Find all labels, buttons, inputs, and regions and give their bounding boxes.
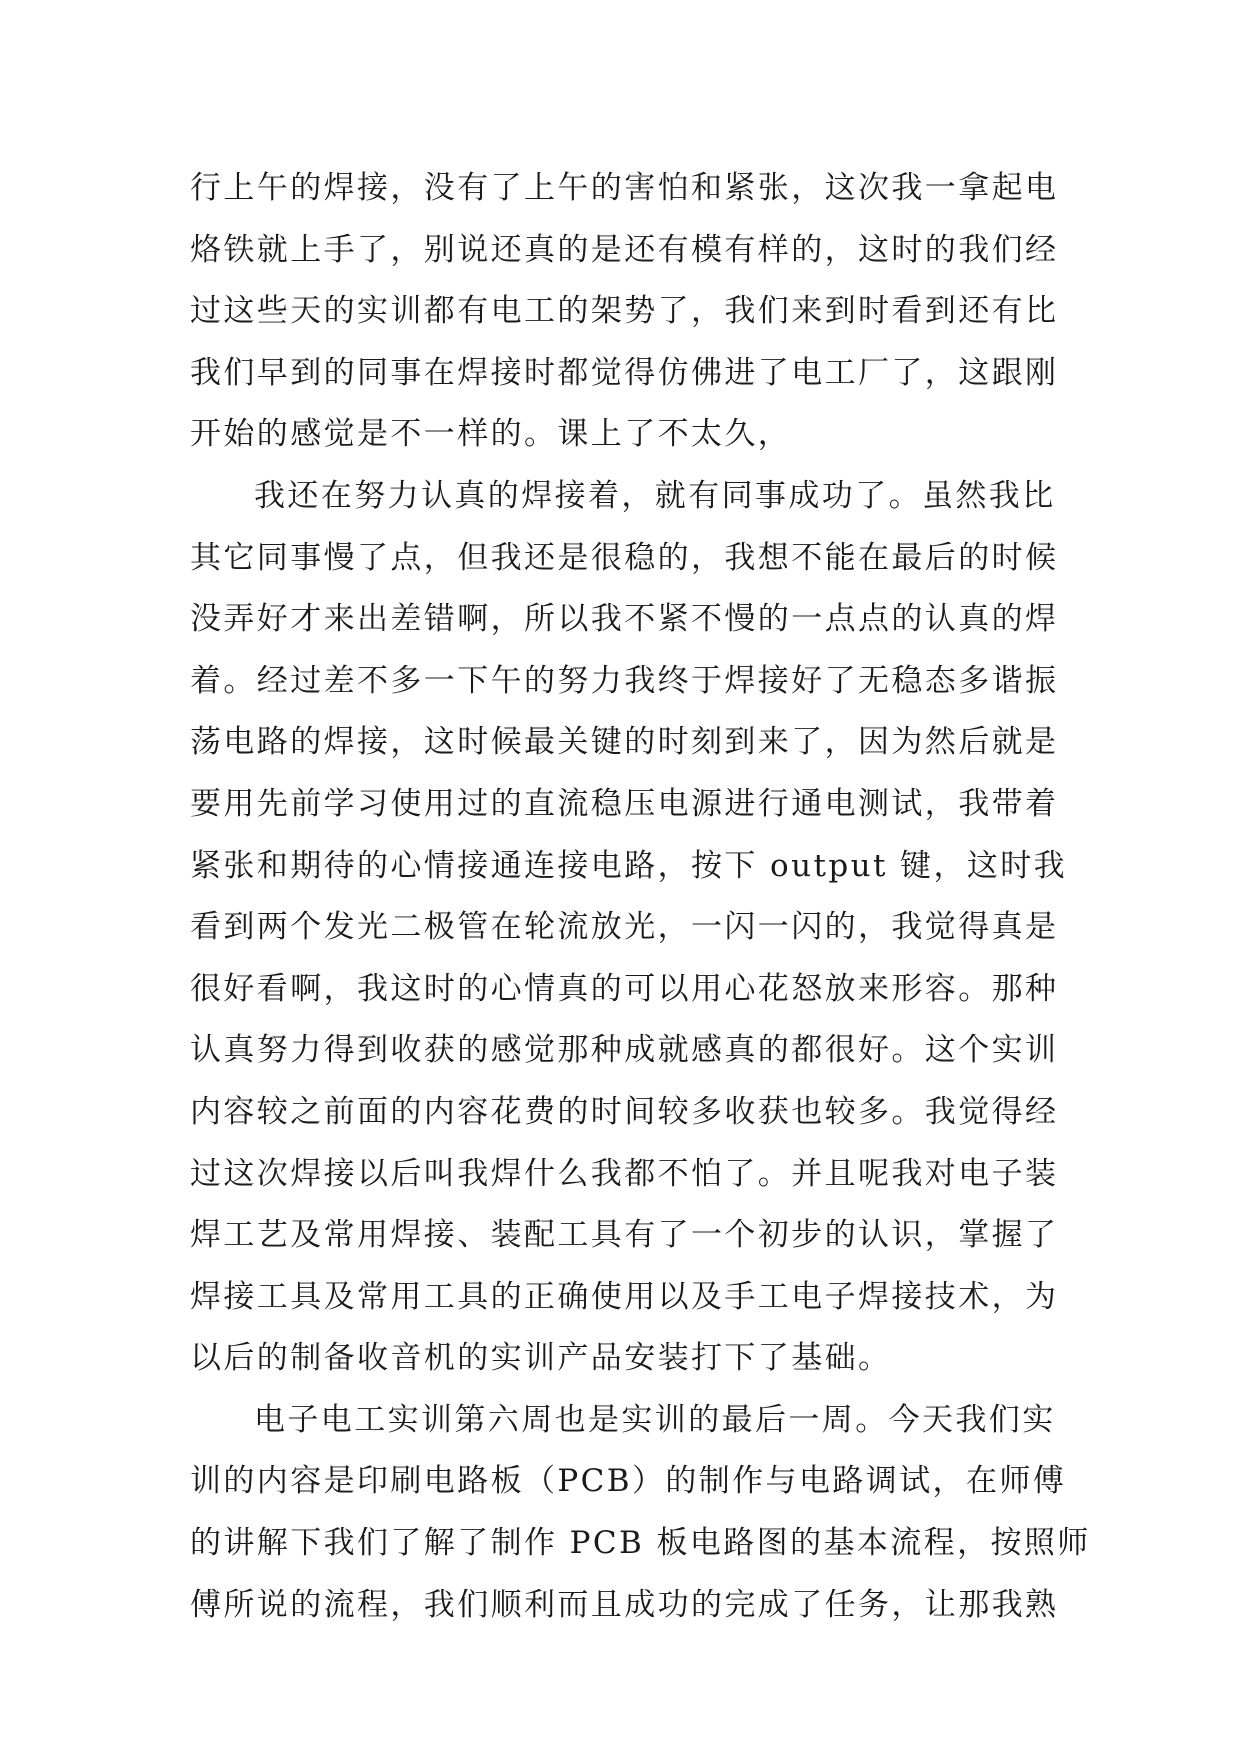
text-line: 没弄好才来出差错啊，所以我不紧不慢的一点点的认真的焊 [190, 601, 1059, 638]
text-line: 认真努力得到收获的感觉那种成就感真的都很好。这个实训 [190, 1032, 1059, 1069]
text-line: 其它同事慢了点，但我还是很稳的，我想不能在最后的时候 [190, 539, 1059, 576]
text-line: 烙铁就上手了，别说还真的是还有模有样的，这时的我们经 [190, 231, 1059, 268]
text-line: 训的内容是印刷电路板（PCB）的制作与电路调试，在师傅 [190, 1463, 1067, 1500]
text-line: 我还在努力认真的焊接着，就有同事成功了。虽然我比 [254, 477, 1056, 514]
text-line: 过这次焊接以后叫我焊什么我都不怕了。并且呢我对电子装 [190, 1155, 1059, 1192]
text-line: 傅所说的流程，我们顺利而且成功的完成了任务，让那我熟 [190, 1586, 1059, 1623]
text-line: 要用先前学习使用过的直流稳压电源进行通电测试，我带着 [190, 785, 1059, 822]
text-line: 过这些天的实训都有电工的架势了，我们来到时看到还有比 [190, 293, 1059, 330]
text-line: 行上午的焊接，没有了上午的害怕和紧张，这次我一拿起电 [190, 170, 1059, 206]
text-line: 看到两个发光二极管在轮流放光，一闪一闪的，我觉得真是 [190, 909, 1059, 946]
text-line: 以后的制备收音机的实训产品安装打下了基础。 [190, 1340, 892, 1377]
text-line: 焊接工具及常用工具的正确使用以及手工电子焊接技术，为 [190, 1278, 1059, 1315]
text-line: 焊工艺及常用焊接、装配工具有了一个初步的认识，掌握了 [190, 1217, 1059, 1254]
text-line: 的讲解下我们了解了制作 PCB 板电路图的基本流程，按照师 [190, 1525, 1091, 1562]
text-line: 开始的感觉是不一样的。课上了不太久， [190, 416, 792, 453]
text-line: 荡电路的焊接，这时候最关键的时刻到来了，因为然后就是 [190, 724, 1059, 761]
text-line: 着。经过差不多一下午的努力我终于焊接好了无稳态多谐振 [190, 662, 1059, 699]
text-line: 电子电工实训第六周也是实训的最后一周。今天我们实 [254, 1401, 1056, 1438]
text-line: 很好看啊，我这时的心情真的可以用心花怒放来形容。那种 [190, 970, 1059, 1007]
text-line: 内容较之前面的内容花费的时间较多收获也较多。我觉得经 [190, 1093, 1059, 1130]
text-line: 我们早到的同事在焊接时都觉得仿佛进了电工厂了，这跟刚 [190, 354, 1059, 391]
text-line: 紧张和期待的心情接通连接电路，按下 output 键，这时我 [190, 847, 1068, 884]
body-text [190, 158, 1091, 1636]
